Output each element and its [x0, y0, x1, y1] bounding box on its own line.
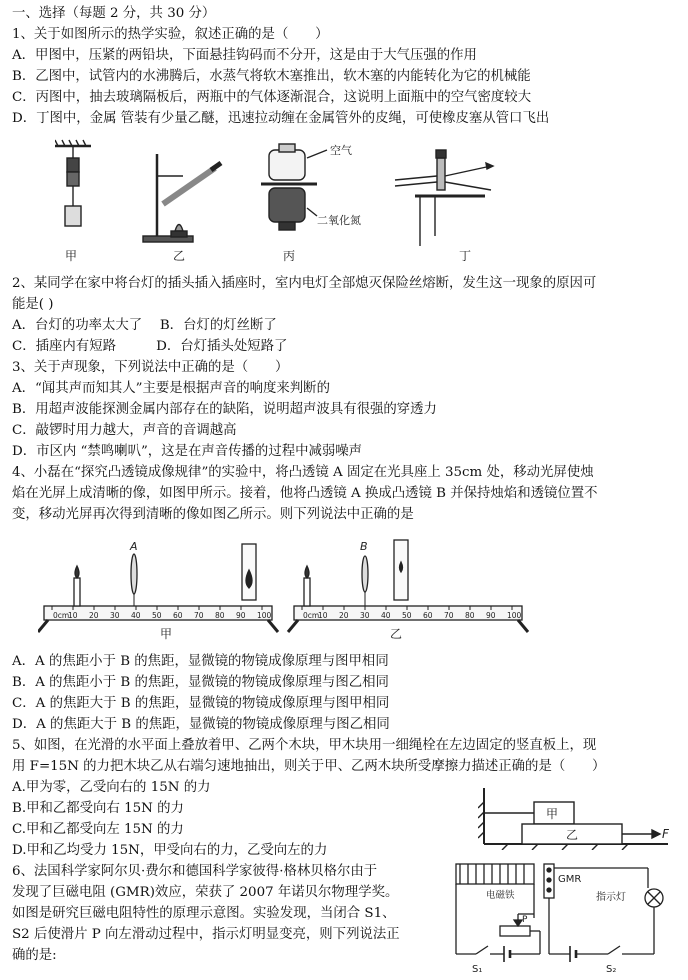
q5-figure-force-label: F — [662, 827, 669, 841]
q1-figure-yi — [143, 154, 221, 242]
q3-option-a: A．“闻其声而知其人”主要是根据声音的响度来判断的 — [12, 381, 330, 396]
q4-bench-jia-tick-label: 90 — [236, 611, 246, 620]
q6-gmr-label: GMR — [558, 874, 582, 885]
q4-bench-yi-tick-label: 20 — [339, 611, 349, 620]
q5-option-a: A.甲为零，乙受向右的 15N 的力 — [12, 780, 211, 795]
q4-figure-label-jia: 甲 — [160, 627, 173, 641]
q6-rheostat — [500, 926, 530, 936]
q4-bench-yi-tick-label: 80 — [465, 611, 475, 620]
q1-figure — [55, 136, 495, 266]
q5-option-c: C.甲和乙都受向左 15N 的力 — [12, 822, 184, 837]
q4-option-d: D．A 的焦距大于 B 的焦距，显微镜的物镜成像原理与图乙相同 — [12, 717, 390, 732]
section-title: 一、选择（每题 2 分，共 30 分） — [12, 6, 216, 21]
q4-bench-jia-tick-label: 70 — [194, 611, 204, 620]
q1-option-c: C．丙图中，抽去玻璃隔板后，两瓶中的气体逐渐混合，这说明上面瓶中的空气密度较大 — [12, 90, 532, 105]
q6-stem-line-1: 6、法国科学家阿尔贝·费尔和德国科学家彼得·格林贝格尔由于 — [12, 864, 378, 879]
q4-option-a: A．A 的焦距小于 B 的焦距，显微镜的物镜成像原理与图甲相同 — [12, 654, 389, 669]
q1-stem: 1、关于如图所示的热学实验，叙述正确的是（ ） — [12, 27, 329, 42]
q3-option-d: D．市区内 “禁鸣喇叭”，这是在声音传播的过程中减弱噪声 — [12, 444, 363, 459]
q6-slider-label: P — [522, 915, 528, 925]
q5-option-d: D.甲和乙均受力 15N，甲受向右的力，乙受向左的力 — [12, 843, 328, 858]
q4-option-c: C．A 的焦距大于 B 的焦距，显微镜的物镜成像原理与图甲相同 — [12, 696, 390, 711]
q1-figure-jia — [55, 140, 91, 226]
q2-stem-line-1: 2、某同学在家中将台灯的插头插入插座时，室内电灯全部熄灭保险丝熔断，发生这一现象的原因可 — [12, 276, 597, 291]
q5-stem-line-1: 5、如图，在光滑的水平面上叠放着甲、乙两个木块，甲木块用一细绳栓在左边固定的竖直板上，现 — [12, 738, 597, 753]
q5-figure — [478, 782, 678, 850]
q4-bench-jia-tick-label: 50 — [152, 611, 162, 620]
q1-figure-ding — [395, 150, 493, 246]
q4-bench-yi-tick-label: 50 — [402, 611, 412, 620]
q3-option-c: C．敲锣时用力越大，声音的音调越高 — [12, 423, 237, 438]
q4-bench-jia-tick-label: 60 — [173, 611, 183, 620]
q6-switch-s2 — [608, 946, 620, 954]
q3-stem: 3、关于声现象，下列说法中正确的是（ ） — [12, 360, 289, 375]
q6-switch-s1 — [476, 946, 488, 954]
q2-options-line-2: C．插座内有短路 D．台灯插头处短路了 — [12, 339, 288, 354]
q6-electromagnet-label: 电磁铁 — [486, 890, 515, 901]
q6-stem-line-5: 确的是: — [12, 948, 57, 963]
q4-figure — [38, 530, 638, 642]
q2-stem-line-2: 能是( ) — [12, 297, 54, 312]
q5-figure-label-yi: 乙 — [566, 828, 579, 842]
q4-bench-yi-tick-label: 0cm — [303, 611, 320, 620]
q2-options-line-1: A．台灯的功率太大了 B．台灯的灯丝断了 — [12, 318, 277, 333]
q4-bench-yi-tick-label: 70 — [444, 611, 454, 620]
q4-stem-line-3: 变，移动光屏再次得到清晰的像如图乙所示。则下列说法中正确的是 — [12, 507, 414, 522]
q1-figure-label-bing: 丙 — [283, 249, 296, 263]
q4-stem-line-1: 4、小磊在“探究凸透镜成像规律”的实验中，将凸透镜 A 固定在光具座上 35cm 处，移动光屏使烛 — [12, 465, 594, 480]
q4-bench-yi-tick-label: 40 — [381, 611, 391, 620]
q6-lamp-label: 指示灯 — [596, 892, 626, 903]
q1-figure-label-ding: 丁 — [459, 249, 472, 263]
q1-figure-no2-label: 二氧化氮 — [317, 214, 361, 227]
q4-bench-jia-tick-label: 10 — [68, 611, 78, 620]
q1-figure-air-label: 空气 — [330, 144, 352, 157]
q1-figure-label-jia: 甲 — [65, 249, 78, 263]
q6-stem-line-4: S2 后使滑片 P 向左滑动过程中，指示灯明显变亮，则下列说法正 — [12, 927, 400, 942]
q1-figure-label-yi: 乙 — [173, 249, 186, 263]
q4-lens-a-label: A — [130, 540, 138, 553]
q4-bench-yi-tick-label: 60 — [423, 611, 433, 620]
q4-bench-jia-tick-label: 30 — [110, 611, 120, 620]
q5-stem-line-2: 用 F=15N 的力把木块乙从右端匀速地抽出，则关于甲、乙两木块所受摩擦力描述正确的是（ ） — [12, 759, 606, 774]
q6-figure — [448, 858, 682, 976]
q4-bench-jia-tick-label: 40 — [131, 611, 141, 620]
q4-option-b: B．A 的焦距小于 B 的焦距，显微镜的物镜成像原理与图乙相同 — [12, 675, 389, 690]
q4-bench-jia-tick-label: 0cm — [53, 611, 70, 620]
q4-bench-yi-tick-label: 30 — [360, 611, 370, 620]
q6-stem-line-3: 如图是研究巨磁电阻特性的原理示意图。实验发现，当闭合 S1、 — [12, 906, 396, 921]
q6-s2-label: S₂ — [606, 964, 617, 975]
q1-option-b: B．乙图中，试管内的水沸腾后，水蒸气将软木塞推出，软木塞的内能转化为它的机械能 — [12, 69, 531, 84]
q4-bench-yi-tick-label: 90 — [486, 611, 496, 620]
q4-bench-yi-tick-label: 10 — [318, 611, 328, 620]
q1-option-a: A．甲图中，压紧的两铅块，下面悬挂钩码而不分开，这是由于大气压强的作用 — [12, 48, 477, 63]
q6-s1-label: S₁ — [472, 964, 483, 975]
q6-stem-line-2: 发现了巨磁电阻 (GMR)效应，荣获了 2007 年诺贝尔物理学奖。 — [12, 885, 399, 900]
q5-option-b: B.甲和乙都受向右 15N 的力 — [12, 801, 184, 816]
q1-option-d: D．丁图中，金属 管装有少量乙醚，迅速拉动缠在金属管外的皮绳，可使橡皮塞从管口飞出 — [12, 111, 550, 126]
q4-figure-label-yi: 乙 — [390, 627, 403, 641]
q4-bench-jia-tick-label: 100 — [257, 611, 272, 620]
q4-stem-line-2: 焰在光屏上成清晰的像，如图甲所示。接着，他将凸透镜 A 换成凸透镜 B 并保持烛焰和透镜位置不 — [12, 486, 598, 501]
q5-figure-label-jia: 甲 — [546, 807, 559, 821]
q4-bench-jia-tick-label: 80 — [215, 611, 225, 620]
q4-bench-yi-tick-label: 100 — [507, 611, 522, 620]
q3-option-b: B．用超声波能探测金属内部存在的缺陷，说明超声波具有很强的穿透力 — [12, 402, 437, 417]
q4-bench-jia-tick-label: 20 — [89, 611, 99, 620]
q4-lens-b-label: B — [360, 540, 368, 553]
